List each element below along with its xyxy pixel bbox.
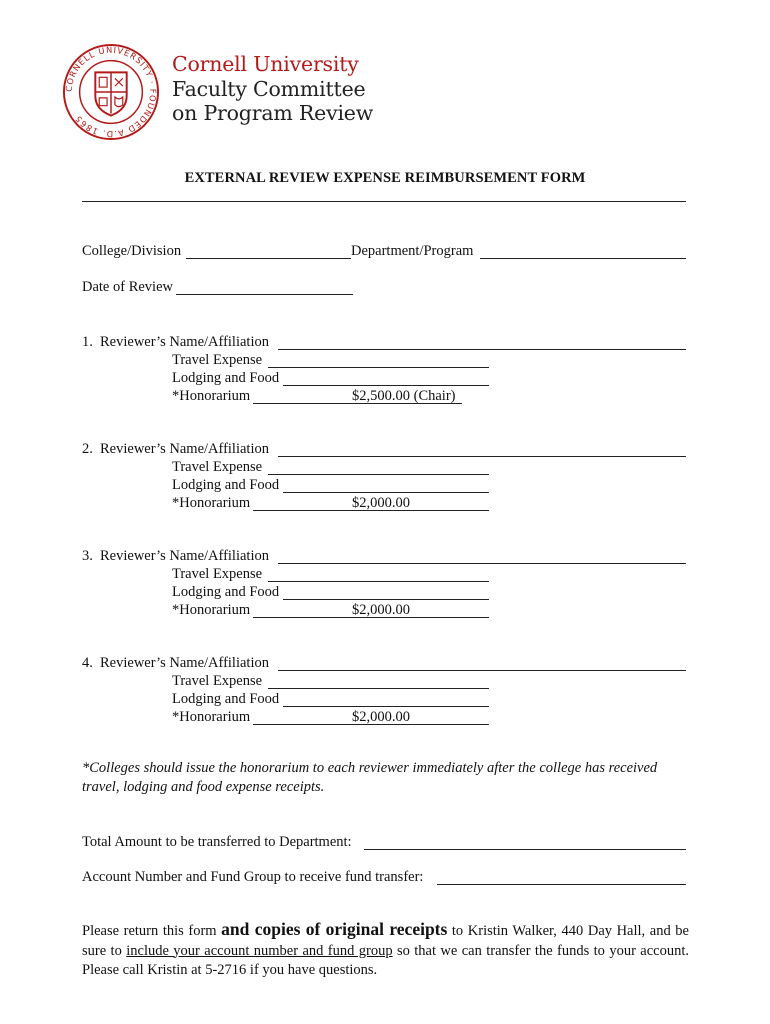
closing-text-2: to Kristin Walker, 440 Day Hall, and be sure to (82, 923, 689, 959)
reviewer-2-name-field[interactable] (278, 456, 686, 457)
reviewer-1-name-field[interactable] (278, 349, 686, 350)
university-name: Cornell University (172, 52, 359, 76)
reviewer-3-travel-field[interactable] (268, 581, 489, 582)
reviewer-1-travel-field[interactable] (268, 367, 489, 368)
cornell-seal-logo (62, 43, 160, 141)
reviewer-4-number: 4. (82, 655, 93, 671)
reviewer-2-lodging-field[interactable] (283, 492, 489, 493)
title-divider (82, 201, 686, 202)
department-label: Department/Program (351, 243, 474, 259)
college-field[interactable] (186, 258, 351, 259)
reviewer-4-lodging-label: Lodging and Food (172, 691, 280, 707)
total-amount-label: Total Amount to be transferred to Department: (82, 834, 352, 850)
reviewer-2-lodging-label: Lodging and Food (172, 477, 280, 493)
committee-line-2: on Program Review (172, 101, 374, 125)
reviewer-3-number: 3. (82, 548, 93, 564)
reviewer-1-honorarium-label: *Honorarium (172, 388, 251, 404)
reviewer-4-lodging-field[interactable] (283, 706, 489, 707)
organization-heading (172, 52, 373, 126)
reviewer-4-travel-label: Travel Expense (172, 673, 263, 689)
reviewer-3-lodging-field[interactable] (283, 599, 489, 600)
date-label: Date of Review (82, 279, 173, 295)
reviewer-4-name-field[interactable] (278, 670, 686, 671)
reviewer-2-honorarium-label: *Honorarium (172, 495, 251, 511)
reviewer-2-travel-field[interactable] (268, 474, 489, 475)
reviewer-4-honorarium-value: $2,000.00 (352, 709, 410, 725)
reviewer-2-travel-label: Travel Expense (172, 459, 263, 475)
reviewer-3-name-field[interactable] (278, 563, 686, 564)
reviewer-2-honorarium-value: $2,000.00 (352, 495, 410, 511)
reviewer-3-lodging-label: Lodging and Food (172, 584, 280, 600)
reviewer-4-travel-field[interactable] (268, 688, 489, 689)
svg-text:CORNELL UNIVERSITY · FOUNDED A: CORNELL UNIVERSITY · FOUNDED A.D. 1865 (63, 44, 159, 140)
reviewer-2-name-label: Reviewer’s Name/Affiliation (100, 441, 269, 457)
department-field[interactable] (480, 258, 686, 259)
reviewer-4-honorarium-label: *Honorarium (172, 709, 251, 725)
reviewer-1-name-label: Reviewer’s Name/Affiliation (100, 334, 269, 350)
reviewer-1-lodging-label: Lodging and Food (172, 370, 280, 386)
total-amount-field[interactable] (364, 849, 686, 850)
reviewer-3-travel-label: Travel Expense (172, 566, 263, 582)
honorarium-note: *Colleges should issue the honorarium to each reviewer immediately after the college has received travel, lodging and food expense receipts. (82, 760, 658, 795)
reviewer-3-honorarium-value: $2,000.00 (352, 602, 410, 618)
closing-instructions (82, 920, 689, 981)
closing-text-1: Please return this form (82, 923, 222, 939)
reviewer-3-honorarium-label: *Honorarium (172, 602, 251, 618)
closing-underlined: include your account number and fund group (126, 942, 393, 959)
reviewer-1-travel-label: Travel Expense (172, 352, 263, 368)
closing-text-3: so that we can transfer the funds to your account. Please call Kristin at 5-2716 if you have questions. (82, 942, 689, 978)
date-field[interactable] (176, 294, 353, 295)
closing-emphasis: and copies of original receipts (221, 919, 448, 939)
reviewer-4-name-label: Reviewer’s Name/Affiliation (100, 655, 269, 671)
committee-line-1: Faculty Committee (172, 76, 366, 101)
reviewer-1-honorarium-value: $2,500.00 (Chair) (352, 388, 456, 404)
account-number-field[interactable] (437, 884, 686, 885)
reviewer-1-lodging-field[interactable] (283, 385, 489, 386)
reviewer-3-name-label: Reviewer’s Name/Affiliation (100, 548, 269, 564)
account-number-label: Account Number and Fund Group to receive fund transfer: (82, 869, 424, 885)
form-title: EXTERNAL REVIEW EXPENSE REIMBURSEMENT FORM (184, 170, 586, 186)
reviewer-2-number: 2. (82, 441, 93, 457)
college-label: College/Division (82, 243, 182, 259)
reviewer-1-number: 1. (82, 334, 93, 350)
